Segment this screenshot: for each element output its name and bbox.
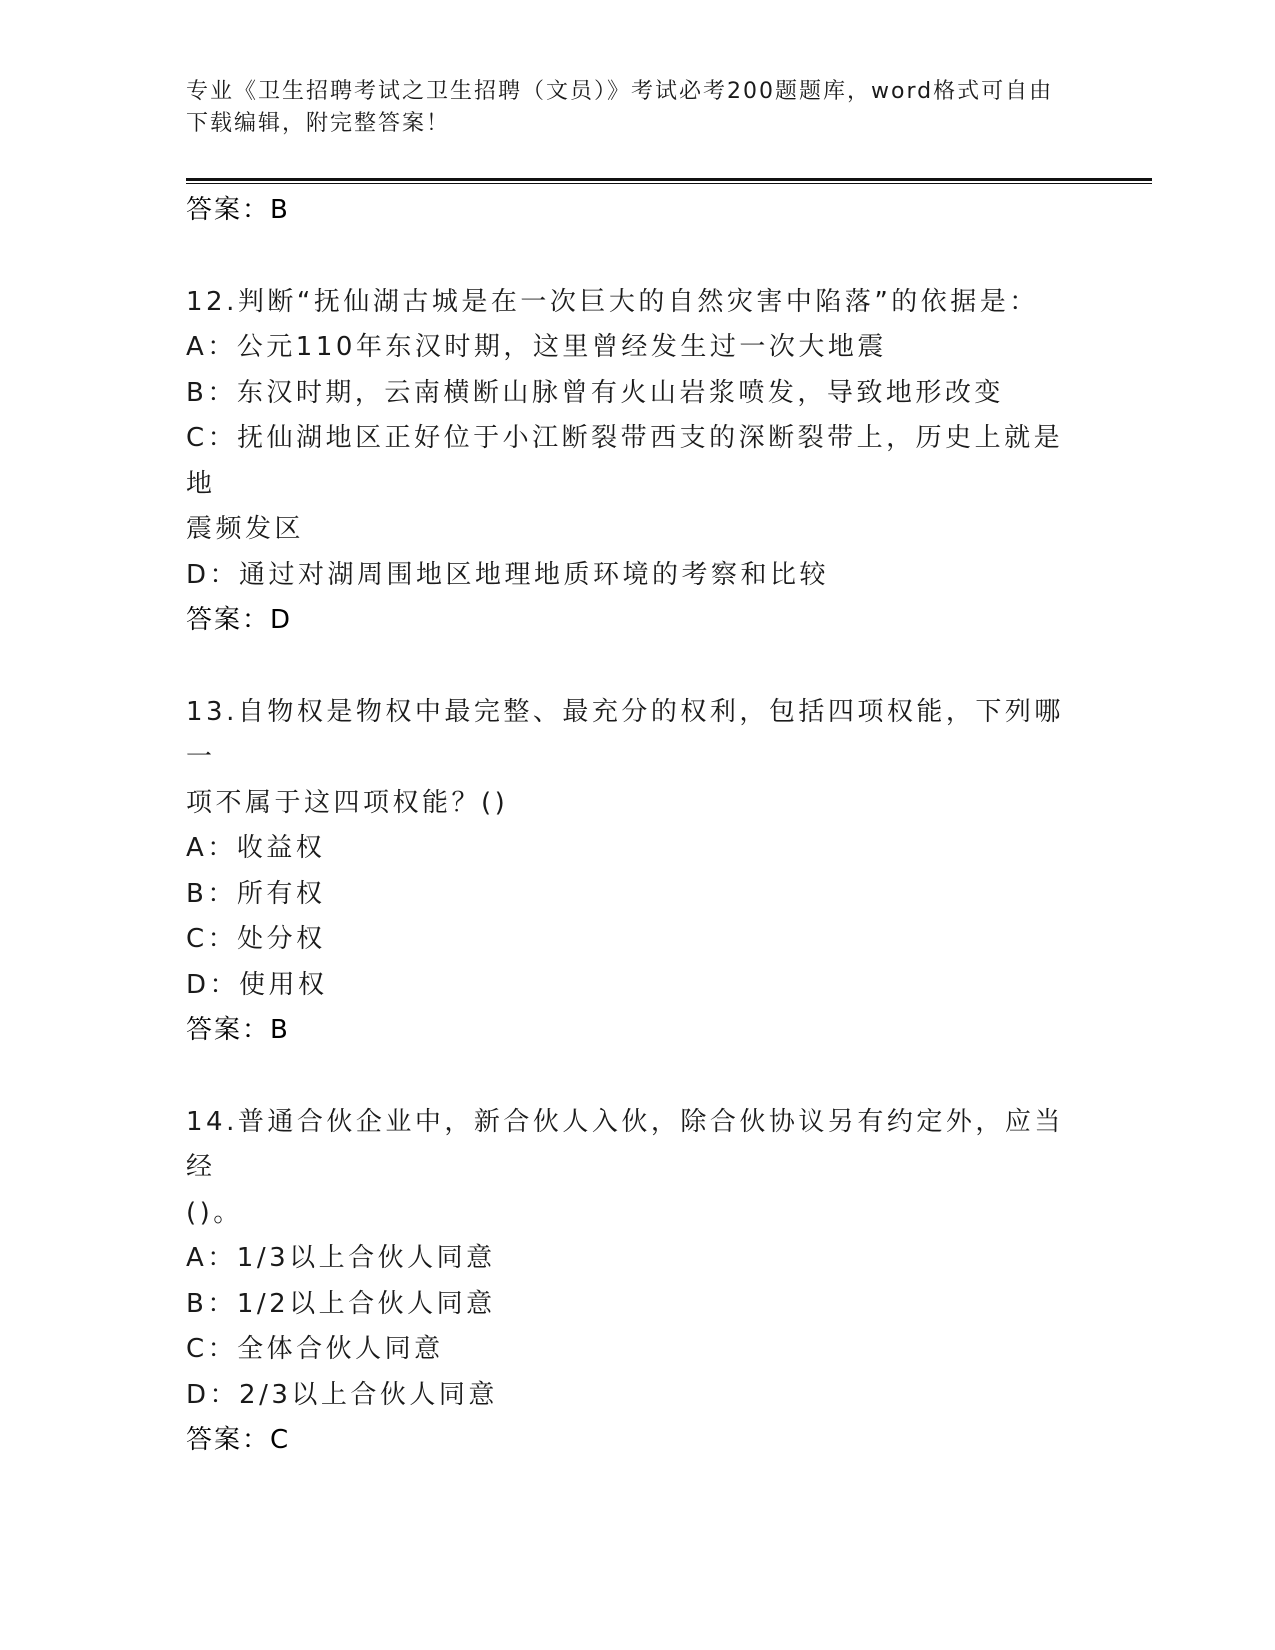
answer-line: 答案：D	[186, 605, 293, 635]
option-b: B：东汉时期，云南横断山脉曾有火山岩浆喷发，导致地形改变	[186, 377, 1004, 408]
question-stem-continued: 项不属于这四项权能？()	[186, 787, 509, 818]
spacer	[186, 234, 1086, 280]
option-b: B：所有权	[186, 878, 326, 909]
question-stem: 12.判断“抚仙湖古城是在一次巨大的自然灾害中陷落”的依据是：	[186, 286, 1039, 317]
answer-line: 答案：B	[186, 1015, 290, 1045]
question-stem: 14.普通合伙企业中，新合伙人入伙，除合伙协议另有约定外，应当经	[186, 1106, 1064, 1182]
answer-line: 答案：B	[186, 195, 290, 225]
option-c-continued: 震频发区	[186, 514, 305, 544]
option-d: D：2/3以上合伙人同意	[186, 1379, 498, 1410]
page-header: 专业《卫生招聘考试之卫生招聘（文员）》考试必考200题题库，word格式可自由下载编辑，附完整答案！	[186, 79, 1054, 136]
header-rule-thin	[186, 183, 1152, 184]
option-d: D：通过对湖周围地区地理地质环境的考察和比较	[186, 559, 830, 590]
answer-line: 答案：C	[186, 1425, 291, 1455]
option-a: A：公元110年东汉时期，这里曾经发生过一次大地震	[186, 332, 887, 362]
option-b: B：1/2以上合伙人同意	[186, 1288, 496, 1319]
option-c: C：处分权	[186, 924, 326, 954]
question-block	[186, 280, 1086, 644]
document-body	[186, 188, 1086, 1464]
option-c: C：全体合伙人同意	[186, 1334, 444, 1364]
question-block	[186, 690, 1086, 1054]
option-d: D：使用权	[186, 969, 328, 1000]
option-a: A：收益权	[186, 833, 326, 863]
option-c: C：抚仙湖地区正好位于小江断裂带西支的深断裂带上，历史上就是地	[186, 423, 1064, 499]
option-a: A：1/3以上合伙人同意	[186, 1243, 496, 1273]
question-stem: 13.自物权是物权中最完整、最充分的权利，包括四项权能，下列哪一	[186, 696, 1064, 772]
question-block	[186, 1100, 1086, 1464]
spacer	[186, 644, 1086, 690]
question-stem-continued: ()。	[186, 1197, 243, 1228]
spacer	[186, 1054, 1086, 1100]
header-rule-thick	[186, 178, 1152, 181]
